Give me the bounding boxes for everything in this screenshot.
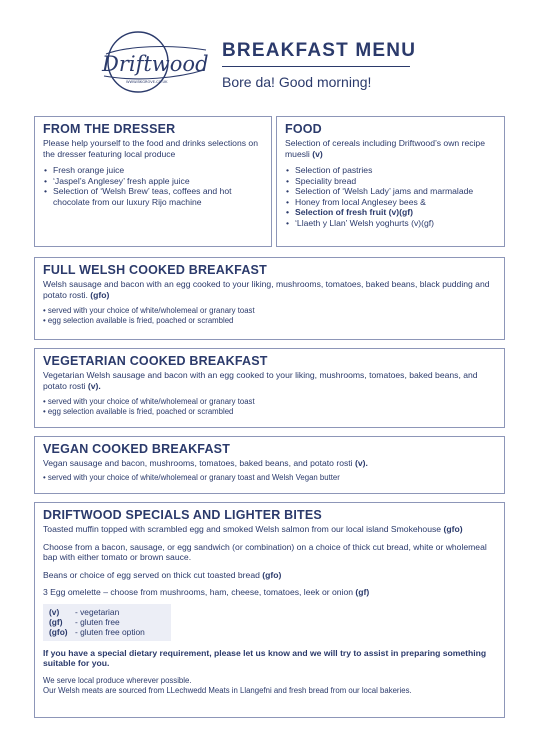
local-note: We serve local produce wherever possible. bbox=[43, 675, 192, 685]
welsh-breakfast-section bbox=[34, 257, 505, 340]
diet-tag: (gfo) bbox=[90, 289, 110, 300]
note: • served with your choice of white/wholemeal or granary toast and Welsh Vegan butter bbox=[43, 472, 340, 482]
diet-tag: (gfo) bbox=[443, 524, 463, 534]
vegan-desc bbox=[43, 458, 496, 469]
vegan-notes bbox=[43, 473, 496, 483]
vegetarian-breakfast-section bbox=[34, 348, 505, 428]
list-item: • Honey from local Anglesey bees & bbox=[295, 197, 496, 208]
food-list bbox=[285, 165, 496, 229]
special-item bbox=[43, 570, 496, 581]
special-item bbox=[43, 542, 496, 563]
vegetarian-desc bbox=[43, 370, 496, 391]
diet-tag: (gfo) bbox=[262, 569, 282, 580]
food-intro-text: Selection of cereals including Driftwood’s own recipe muesli bbox=[285, 138, 485, 159]
dresser-section bbox=[34, 116, 272, 247]
legend-row bbox=[49, 627, 165, 637]
food-intro bbox=[285, 138, 496, 159]
diet-tag: (v). bbox=[87, 380, 101, 391]
vegetarian-notes bbox=[43, 397, 496, 417]
local-note: Our Welsh meats are sourced from LLechwedd Meats in Llangefni and fresh bread from our local bakeries. bbox=[43, 685, 412, 695]
list-item: • Selection of ‘Welsh Lady’ jams and marmalade bbox=[295, 186, 496, 197]
special-item bbox=[43, 587, 496, 598]
welsh-desc bbox=[43, 279, 496, 300]
dresser-title: FROM THE DRESSER bbox=[43, 122, 176, 136]
list-item: • Selection of ‘Welsh Brew’ teas, coffees and hot chocolate from our luxury Rijo machine bbox=[53, 186, 263, 207]
logo-url: WWW.BKGROVE.CO.UK bbox=[126, 80, 168, 84]
legend-label: - gluten free bbox=[75, 616, 120, 627]
special-item bbox=[43, 524, 496, 535]
diet-tag: (v). bbox=[354, 458, 368, 468]
legend-code: (gfo) bbox=[49, 627, 68, 638]
food-title: FOOD bbox=[285, 122, 322, 136]
vegan-breakfast-section bbox=[34, 436, 505, 494]
dresser-intro: Please help yourself to the food and drinks selections on the dresser featuring local produce bbox=[43, 138, 258, 159]
specials-title: DRIFTWOOD SPECIALS AND LIGHTER BITES bbox=[43, 508, 322, 522]
food-section bbox=[276, 116, 505, 247]
special-item-text: Toasted muffin topped with scrambled egg and smoked Welsh salmon from our local island Smokehouse bbox=[43, 524, 442, 534]
special-item-text: 3 Egg omelette – choose from mushrooms, ham, cheese, tomatoes, leek or onion bbox=[43, 587, 354, 597]
note: • egg selection available is fried, poached or scrambled bbox=[43, 316, 234, 325]
vegetarian-title: VEGETARIAN COOKED BREAKFAST bbox=[43, 354, 268, 368]
title-divider bbox=[222, 66, 410, 67]
list-item: • ‘Llaeth y Llan’ Welsh yoghurts (v)(gf) bbox=[295, 218, 496, 229]
vegan-title: VEGAN COOKED BREAKFAST bbox=[43, 442, 231, 456]
welsh-title: FULL WELSH COOKED BREAKFAST bbox=[43, 263, 267, 277]
list-item: • Speciality bread bbox=[295, 176, 496, 187]
welsh-desc-text: Welsh sausage and bacon with an egg cooked to your liking, mushrooms, tomatoes, baked beans, black pudding and potato rosti. bbox=[43, 279, 490, 300]
list-item: • Selection of fresh fruit (v)(gf) bbox=[295, 207, 496, 218]
legend-label: - vegetarian bbox=[75, 606, 120, 617]
vegan-desc-text: Vegan sausage and bacon, mushrooms, tomatoes, baked beans, and potato rosti bbox=[43, 458, 353, 468]
driftwood-logo bbox=[98, 26, 210, 98]
dietary-note: If you have a special dietary requirement, please let us know and we will try to assist in preparing something suitable for you. bbox=[43, 647, 487, 669]
list-item: • ‘Jaspel’s Anglesey’ fresh apple juice bbox=[53, 176, 263, 187]
special-item-text: Beans or choice of egg served on thick cut toasted bread bbox=[43, 569, 260, 580]
list-item: • Fresh orange juice bbox=[53, 165, 263, 176]
specials-section bbox=[34, 502, 505, 718]
special-item-text: Choose from a bacon, sausage, or egg sandwich (or combination) on a choice of thick cut bread, white or wholemeal bap with either tomato or brown sauce. bbox=[43, 541, 487, 562]
vegetarian-desc-text: Vegetarian Welsh sausage and bacon with an egg cooked to your liking, mushrooms, tomatoes, baked beans, and potato rosti bbox=[43, 370, 478, 391]
legend-row bbox=[49, 617, 165, 627]
legend-code: (gf) bbox=[49, 616, 63, 627]
dresser-list bbox=[43, 165, 263, 207]
logo-wordmark: Driftwood bbox=[102, 52, 209, 76]
list-item: • Selection of pastries bbox=[295, 165, 496, 176]
note: • served with your choice of white/wholemeal or granary toast bbox=[43, 397, 255, 406]
dietary-legend bbox=[43, 604, 171, 641]
diet-tag: (v) bbox=[312, 148, 323, 159]
page-title: BREAKFAST MENU bbox=[222, 40, 417, 61]
legend-row bbox=[49, 607, 165, 617]
page-subtitle: Bore da! Good morning! bbox=[222, 74, 372, 90]
note: • served with your choice of white/wholemeal or granary toast bbox=[43, 306, 255, 315]
note: • egg selection available is fried, poached or scrambled bbox=[43, 407, 234, 416]
diet-tag: (gf) bbox=[355, 587, 370, 597]
welsh-notes bbox=[43, 306, 496, 326]
legend-code: (v) bbox=[49, 606, 60, 617]
legend-label: - gluten free option bbox=[75, 627, 145, 638]
